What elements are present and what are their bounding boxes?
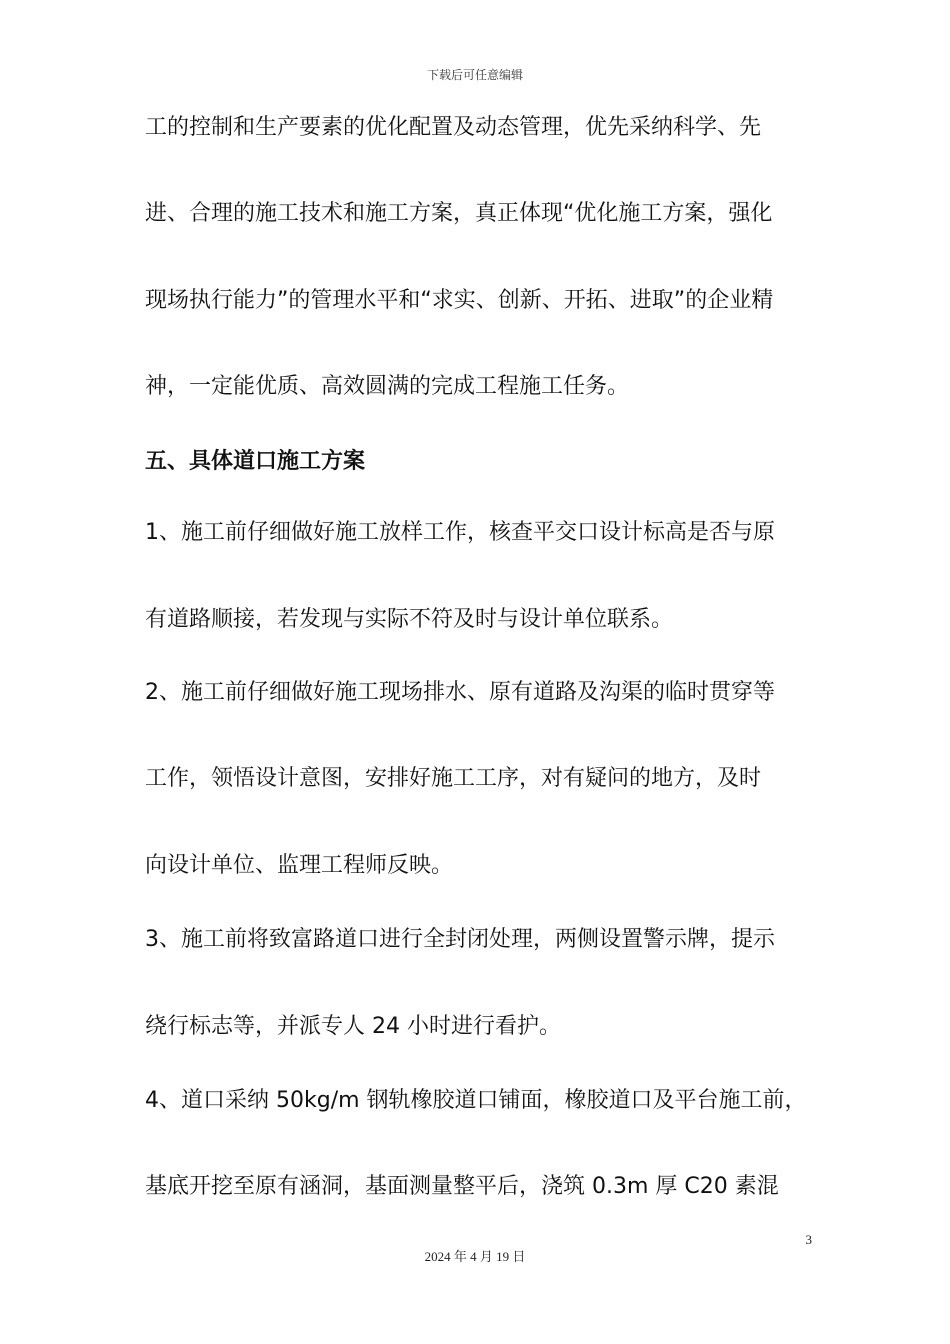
paragraph-line: 向设计单位、监理工程师反映。	[145, 853, 454, 878]
paragraph-line: 1、施工前仔细做好施工放样工作，核查平交口设计标高是否与原	[145, 520, 775, 545]
paragraph-line: 基底开挖至原有涵洞，基面测量整平后，浇筑 0.3m 厚 C20 素混	[145, 1174, 779, 1199]
paragraph-line: 4、道口采纳 50kg/m 钢轨橡胶道口铺面，橡胶道口及平台施工前，	[145, 1088, 807, 1113]
header-note: 下载后可任意编辑	[426, 68, 523, 82]
paragraph-line: 进、合理的施工技术和施工方案，真正体现“优化施工方案，强化	[145, 201, 773, 226]
page-number: 3	[805, 1232, 812, 1247]
paragraph-line: 有道路顺接，若发现与实际不符及时与设计单位联系。	[145, 607, 674, 632]
paragraph-line: 绕行标志等，并派专人 24 小时进行看护。	[145, 1014, 561, 1039]
section-heading: 五、具体道口施工方案	[145, 449, 366, 474]
paragraph-line: 神，一定能优质、高效圆满的完成工程施工任务。	[145, 374, 630, 399]
footer-date: 2024 年 4 月 19 日	[424, 1249, 526, 1264]
paragraph-line: 工作，领悟设计意图，安排好施工工序，对有疑问的地方，及时	[145, 766, 762, 791]
paragraph-line: 现场执行能力”的管理水平和“求实、创新、开拓、进取”的企业精	[145, 288, 774, 313]
paragraph-line: 2、施工前仔细做好施工现场排水、原有道路及沟渠的临时贯穿等	[145, 680, 775, 705]
paragraph-line: 工的控制和生产要素的优化配置及动态管理，优先采纳科学、先	[145, 115, 762, 140]
paragraph-line: 3、施工前将致富路道口进行全封闭处理，两侧设置警示牌，提示	[145, 927, 775, 952]
